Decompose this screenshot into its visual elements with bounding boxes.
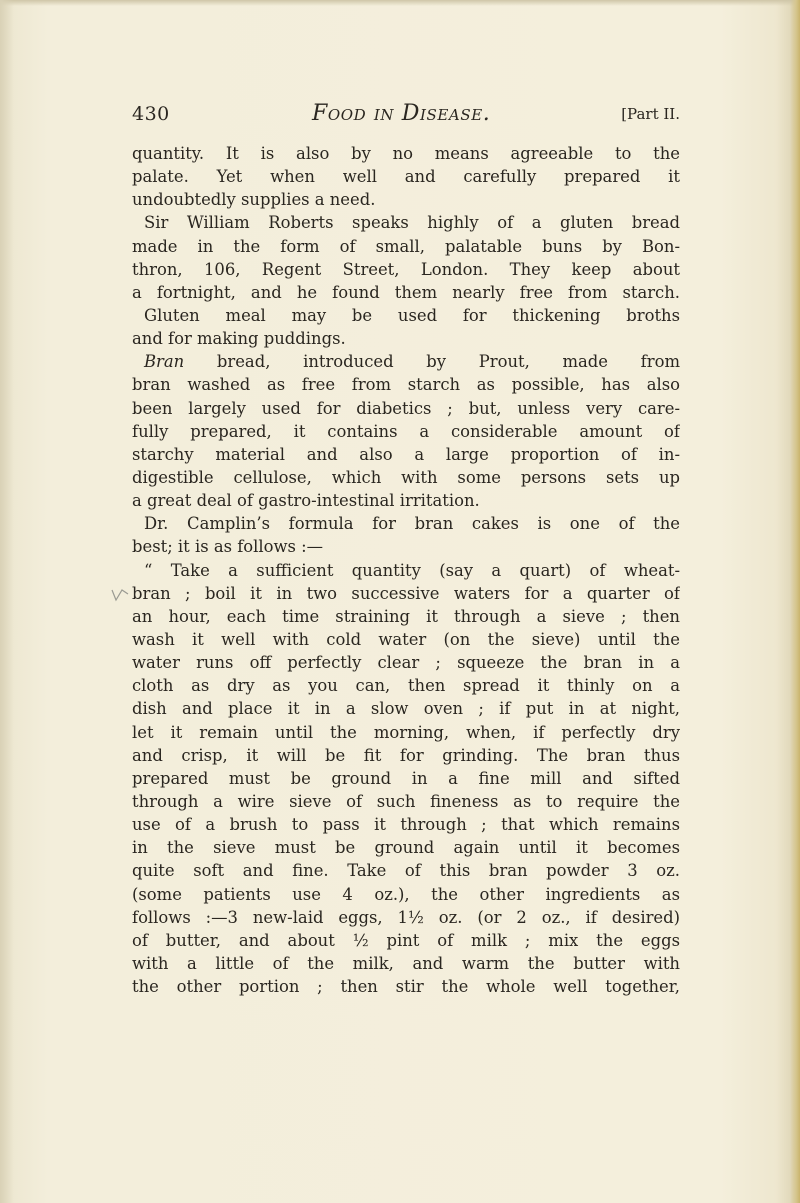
running-title: Food in Disease. [312, 101, 491, 126]
text-line: Gluten meal may be used for thickening broths [144, 305, 680, 325]
page-left-edge [0, 0, 14, 1203]
italic-word: Bran [144, 352, 185, 372]
text-line: palate. Yet when well and carefully prepared it [132, 167, 680, 187]
text-line: thron, 106, Regent Street, London. They keep about [132, 259, 680, 279]
text-line: Sir William Roberts speaks highly of a gluten bread [144, 213, 680, 233]
text-line: through a wire sieve of such fineness as to require the [132, 791, 680, 811]
text-line: wash it well with cold water (on the sieve) until the [132, 629, 680, 649]
text-line: an hour, each time straining it through a sieve ; then [132, 606, 680, 626]
text-line: use of a brush to pass it through ; that which remains [132, 815, 680, 835]
text-line: dish and place it in a slow oven ; if put in at night, [132, 699, 680, 719]
text-line: water runs off perfectly clear ; squeeze the bran in a [132, 653, 680, 673]
text-line: made in the form of small, palatable buns by Bon- [132, 236, 680, 256]
text-line: with a little of the milk, and warm the butter with [132, 953, 680, 973]
running-header [132, 103, 680, 131]
text-line: undoubtedly supplies a need. [132, 190, 376, 210]
page-right-edge [790, 0, 800, 1203]
text-line: cloth as dry as you can, then spread it thinly on a [132, 676, 680, 696]
part-label: [Part II. [621, 105, 680, 123]
text-line: Dr. Camplin’s formula for bran cakes is one of the [144, 514, 680, 534]
page-top-edge [0, 0, 800, 6]
text-line: quantity. It is also by no means agreeable to the [132, 144, 680, 163]
text-line: starchy material and also a large proportion of in- [132, 444, 680, 464]
text-line: (some patients use 4 oz.), the other ingredients as [132, 884, 680, 904]
text-line: bran washed as free from starch as possible, has also [132, 375, 680, 395]
text-line: been largely used for diabetics ; but, unless very care- [132, 398, 680, 418]
text-line: quite soft and fine. Take of this bran powder 3 oz. [132, 861, 680, 881]
page-number: 430 [132, 103, 170, 125]
text-line: digestible cellulose, which with some persons sets up [132, 467, 680, 487]
text-line: in the sieve must be ground again until it becomes [132, 838, 680, 858]
text-line: let it remain until the morning, when, if perfectly dry [132, 722, 680, 742]
text-line: a fortnight, and he found them nearly free from starch. [132, 282, 680, 302]
text-line: and crisp, it will be fit for grinding. The bran thus [132, 745, 680, 765]
text-line: bran ; boil it in two successive waters for a quarter of [132, 583, 680, 603]
text-line: the other portion ; then stir the whole well together, [132, 977, 680, 997]
text-line: prepared must be ground in a fine mill and sifted [132, 768, 680, 788]
text-line: best; it is as follows :— [132, 537, 324, 557]
text-line: follows :—3 new-laid eggs, 1½ oz. (or 2 oz., if desired) [132, 907, 680, 927]
body-text [132, 142, 680, 998]
text-line: of butter, and about ½ pint of milk ; mix the eggs [132, 930, 680, 950]
text-line: “ Take a sufficient quantity (say a quart) of wheat- [144, 560, 680, 580]
text-line: and for making puddings. [132, 329, 346, 349]
text-line: a great deal of gastro-intestinal irritation. [132, 491, 480, 511]
text-line: fully prepared, it contains a considerable amount of [132, 421, 680, 441]
text-line: Bran bread, introduced by Prout, made from [144, 352, 680, 372]
pencil-check-mark-icon [110, 584, 132, 606]
